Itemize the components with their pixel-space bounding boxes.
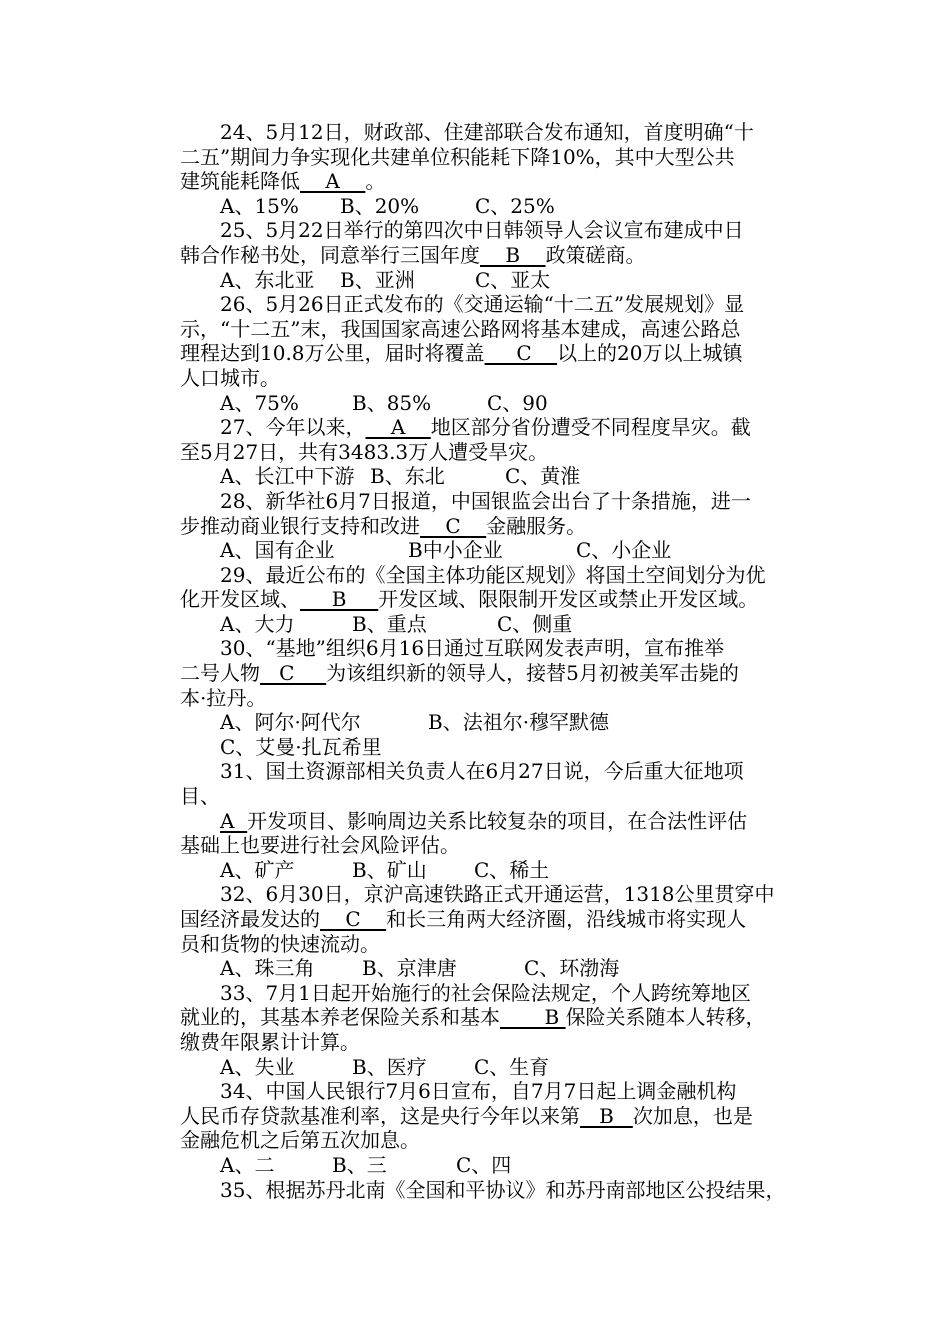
answer-options xyxy=(180,735,820,760)
text-run: 和长三角两大经济圈，沿线城市将实现人 xyxy=(386,907,747,931)
question-stem xyxy=(180,759,820,784)
option-item: C、小企业 xyxy=(576,538,672,563)
answer-blank: B xyxy=(480,242,546,267)
option-item: B、三 xyxy=(332,1152,387,1177)
answer-blank: A xyxy=(220,808,248,833)
text-run: 29、最近公布的《全国主体功能区规划》将国土空间划分为优 xyxy=(220,562,766,587)
question-text-line xyxy=(180,587,820,612)
question-text-line xyxy=(180,661,820,686)
option-item: C、艾曼·扎瓦希里 xyxy=(220,734,382,759)
text-run: 就业的，其基本养老保险关系和基本 xyxy=(180,1005,500,1030)
text-run: 理程达到10.8万公里，届时将覆盖 xyxy=(180,341,485,366)
text-run: 34、中国人民银行7月6日宣布，自7月7日起上调金融机构 xyxy=(220,1079,737,1104)
option-item: A、长江中下游 xyxy=(220,464,355,489)
text-run: 地区部分省份遭受不同程度旱灾。截 xyxy=(430,415,751,440)
text-run: 以上的20万以上城镇 xyxy=(557,341,743,366)
option-item: B、亚洲 xyxy=(340,267,415,292)
answer-blank: C xyxy=(420,513,487,538)
question-text-line xyxy=(180,440,820,465)
answer-options xyxy=(180,1055,820,1080)
question-text-line xyxy=(180,932,820,957)
text-run: 员和货物的快速流动。 xyxy=(180,931,380,956)
question-text-line xyxy=(180,1104,820,1129)
option-item: C、环渤海 xyxy=(524,956,620,981)
option-item: C、稀土 xyxy=(474,857,550,882)
question-text-line xyxy=(180,1030,820,1055)
question-text-line xyxy=(180,145,820,170)
option-item: B、医疗 xyxy=(352,1054,427,1079)
text-run: 国经济最发达的 xyxy=(180,907,320,931)
option-item: B中小企业 xyxy=(408,538,503,563)
option-item: A、75% xyxy=(220,390,299,415)
answer-blank: B xyxy=(580,1103,633,1128)
answer-blank: B xyxy=(500,1005,566,1030)
quiz-content xyxy=(180,120,820,1202)
question-text-line xyxy=(180,514,820,539)
question-stem xyxy=(180,1178,820,1203)
text-run: 27、今年以来， xyxy=(220,415,366,440)
text-run: 韩合作秘书处，同意举行三国年度 xyxy=(180,242,480,267)
answer-options xyxy=(180,538,820,563)
option-item: C、生育 xyxy=(474,1054,550,1079)
answer-blank: A xyxy=(300,169,366,194)
question-stem xyxy=(180,489,820,514)
option-item: B、重点 xyxy=(352,611,427,636)
answer-options xyxy=(180,956,820,981)
question-text-line xyxy=(180,169,820,194)
text-run: 二五”期间力争实现化共建单位积能耗下降10%，其中大型公共 xyxy=(180,144,735,169)
option-item: B、85% xyxy=(352,390,432,415)
question-stem xyxy=(180,415,820,440)
text-run: 为该组织新的领导人，接替5月初被美军击毙的 xyxy=(326,661,739,686)
question-text-line xyxy=(180,1005,820,1030)
option-item: C、黄淮 xyxy=(505,464,581,489)
option-item: A、珠三角 xyxy=(220,956,315,981)
text-run: 金融危机之后第五次加息。 xyxy=(180,1128,420,1153)
answer-blank: B xyxy=(300,587,379,612)
question-stem xyxy=(180,981,820,1006)
text-run: 步推动商业银行支持和改进 xyxy=(180,513,420,538)
answer-options xyxy=(180,391,820,416)
question-stem xyxy=(180,636,820,661)
text-run: 保险关系随本人转移， xyxy=(565,1005,766,1030)
text-run: 30、“基地”组织6月16日通过互联网发表声明，宣布推举 xyxy=(220,636,725,661)
text-run: 二号人物 xyxy=(180,661,260,686)
question-stem xyxy=(180,1079,820,1104)
text-run: 化开发区域、 xyxy=(180,587,300,612)
option-item: B、京津唐 xyxy=(362,956,457,981)
text-run: 开发项目、影响周边关系比较复杂的项目，在合法性评估 xyxy=(247,808,748,833)
option-item: A、失业 xyxy=(220,1054,295,1079)
text-run: 至5月27日，共有3483.3万人遭受旱灾。 xyxy=(180,439,549,464)
option-item: B、东北 xyxy=(370,464,445,489)
option-item: B、矿山 xyxy=(352,857,427,882)
question-text-line xyxy=(180,341,820,366)
question-stem xyxy=(180,882,820,907)
question-text-line xyxy=(180,1128,820,1153)
text-run: 政策磋商。 xyxy=(545,242,646,267)
question-text-line xyxy=(180,833,820,858)
text-run: 示，“十二五”末，我国国家高速公路网将基本建成，高速公路总 xyxy=(180,316,741,341)
answer-options xyxy=(180,710,820,735)
question-text-line xyxy=(180,686,820,711)
answer-blank: C xyxy=(260,661,327,686)
text-run: 24、5月12日，财政部、住建部联合发布通知，首度明确“十 xyxy=(220,120,754,144)
text-run: 次加息，也是 xyxy=(632,1103,753,1128)
option-item: B、法祖尔·穆罕默德 xyxy=(428,710,610,735)
option-item: C、侧重 xyxy=(497,611,573,636)
text-run: 31、国土资源部相关负责人在6月27日说，今后重大征地项 xyxy=(220,759,744,784)
option-item: C、四 xyxy=(456,1152,512,1177)
text-run: 25、5月22日举行的第四次中日韩领导人会议宣布建成中日 xyxy=(220,218,744,243)
text-run: 建筑能耗降低 xyxy=(180,169,300,194)
question-stem xyxy=(180,563,820,588)
option-item: A、15% xyxy=(220,193,299,218)
option-item: A、二 xyxy=(220,1152,275,1177)
answer-blank: A xyxy=(365,415,431,440)
option-item: A、大力 xyxy=(220,611,295,636)
text-run: 缴费年限累计计算。 xyxy=(180,1029,360,1054)
text-run: 目、 xyxy=(180,784,220,809)
question-text-line xyxy=(180,907,820,932)
question-text-line xyxy=(180,243,820,268)
text-run: 26、5月26日正式发布的《交通运输“十二五”发展规划》显 xyxy=(220,292,745,317)
text-run: 金融服务。 xyxy=(486,513,587,538)
question-stem xyxy=(180,120,820,145)
option-item: B、20% xyxy=(340,193,420,218)
question-text-line xyxy=(180,809,820,834)
answer-options xyxy=(180,464,820,489)
text-run: 基础上也要进行社会风险评估。 xyxy=(180,833,460,858)
answer-blank: C xyxy=(484,341,558,366)
question-text-line xyxy=(180,366,820,391)
option-item: C、亚太 xyxy=(475,267,551,292)
answer-options xyxy=(180,612,820,637)
option-item: A、矿产 xyxy=(220,857,295,882)
text-run: 开发区域、限限制开发区或禁止开发区域。 xyxy=(378,587,759,612)
text-run: 35、根据苏丹北南《全国和平协议》和苏丹南部地区公投结果， xyxy=(220,1177,786,1202)
question-stem xyxy=(180,218,820,243)
option-item: A、东北亚 xyxy=(220,267,315,292)
question-stem xyxy=(180,292,820,317)
answer-options xyxy=(180,1153,820,1178)
question-text-line xyxy=(180,317,820,342)
option-item: A、阿尔·阿代尔 xyxy=(220,710,361,735)
option-item: A、国有企业 xyxy=(220,538,335,563)
text-run: 32、6月30日，京沪高速铁路正式开通运营，1318公里贯穿中 xyxy=(220,882,775,907)
answer-options xyxy=(180,268,820,293)
option-item: C、90 xyxy=(487,390,548,415)
text-run: 人民币存贷款基准利率，这是央行今年以来第 xyxy=(180,1103,580,1128)
text-run: 。 xyxy=(365,169,386,194)
answer-options xyxy=(180,194,820,219)
text-run: 人口城市。 xyxy=(180,365,280,390)
question-text-line xyxy=(180,784,820,809)
text-run: 33、7月1日起开始施行的社会保险法规定，个人跨统筹地区 xyxy=(220,980,751,1005)
option-item: C、25% xyxy=(475,193,555,218)
text-run: 本·拉丹。 xyxy=(180,685,267,710)
answer-options xyxy=(180,858,820,883)
text-run: 28、新华社6月7日报道，中国银监会出台了十条措施，进一 xyxy=(220,488,751,513)
answer-blank: C xyxy=(320,907,387,931)
